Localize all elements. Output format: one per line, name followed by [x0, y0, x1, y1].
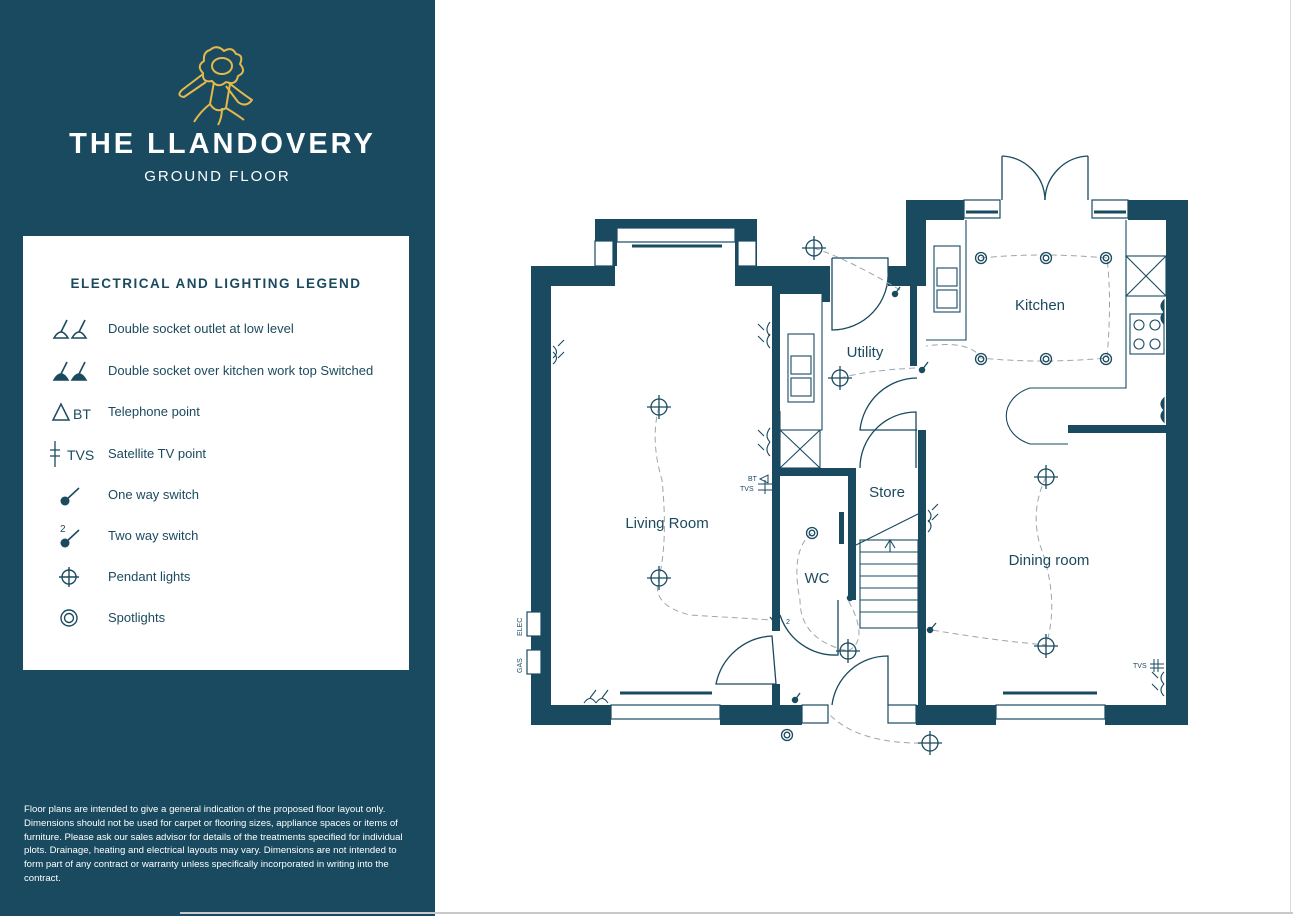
one-way-switch-icon: [927, 623, 936, 633]
double-socket-low-icon: [758, 322, 770, 348]
pendant-light-icon: [918, 731, 942, 755]
tvs-symbol-text: TVS: [67, 447, 95, 463]
legend-label: Spotlights: [108, 610, 166, 625]
double-socket-worktop-icon: [1161, 398, 1164, 422]
spotlights: [782, 253, 1112, 741]
pendant-light-icon: [647, 566, 671, 590]
legend-label: One way switch: [108, 487, 200, 502]
wc-label: WC: [804, 570, 830, 587]
right-border: [1290, 0, 1291, 912]
dining-room-label: Dining room: [1008, 552, 1090, 569]
legend-label: Pendant lights: [108, 569, 191, 584]
spotlight-icon: [1041, 354, 1052, 365]
two-way-switch-icon: [777, 285, 782, 290]
spotlight-icon: [1101, 354, 1112, 365]
store-label: Store: [869, 484, 905, 501]
windows: [595, 200, 1128, 723]
pendant-light-icon: [802, 236, 826, 260]
spotlight-icon: [782, 730, 793, 741]
double-socket-low-icon: [1152, 672, 1164, 696]
utility-label: Utility: [846, 344, 884, 361]
window-glazing: [620, 212, 1126, 693]
legend-label: Double socket over kitchen work top Switched: [108, 363, 374, 378]
stairs: [856, 514, 918, 628]
page-title: THE LLANDOVERY: [69, 128, 376, 160]
elec-meter-label: ELEC: [517, 617, 524, 636]
telephone-point-icon: [760, 475, 768, 483]
pendant-light-icon: [828, 366, 852, 390]
double-socket-worktop-icon: [1161, 300, 1164, 324]
tvs-point-label: TVS: [1133, 663, 1147, 670]
double-socket-low-icon: [584, 690, 608, 703]
doors: [716, 156, 1088, 705]
double-socket-low-icon: [758, 428, 770, 456]
tvs-point-label: TVS: [740, 486, 754, 493]
living-room-label: Living Room: [625, 515, 709, 532]
bottom-divider: [180, 912, 1293, 914]
pendant-light-icon: [647, 395, 671, 419]
kitchen-label: Kitchen: [1014, 297, 1066, 314]
legend-label: Double socket outlet at low level: [108, 321, 294, 336]
pendant-light-icon: [1034, 634, 1058, 658]
legend-label: Satellite TV point: [108, 446, 207, 461]
double-socket-low-icon: [553, 340, 564, 364]
one-way-switch-icon: [892, 287, 900, 297]
bt-point-label: BT: [748, 476, 757, 483]
gas-meter-label: GAS: [517, 658, 524, 673]
walls: [531, 200, 1188, 725]
bt-symbol-text: BT: [73, 406, 91, 422]
page-subtitle: GROUND FLOOR: [144, 168, 291, 185]
double-socket-low-icon: [928, 504, 938, 532]
legend-title: ELECTRICAL AND LIGHTING LEGEND: [70, 276, 362, 291]
worktop-sockets: [777, 300, 1164, 436]
spotlight-icon: [976, 354, 987, 365]
double-sockets: [553, 322, 1164, 703]
two-way-number: 2: [60, 524, 66, 535]
spotlight-icon: [1041, 253, 1052, 264]
one-way-switch-icon: [792, 693, 800, 703]
two-way-switch-number: 2: [786, 619, 790, 626]
legend-label: Two way switch: [108, 528, 199, 543]
legend-label: Telephone point: [108, 404, 200, 419]
one-way-switch-icon: [919, 362, 928, 373]
pendant-light-icon: [1034, 465, 1058, 489]
disclaimer-text: Floor plans are intended to give a general indication of the proposed floor layout only. Dimensions should not be used for carpet or flooring sizes, appliance spaces or items of furniture. Please ask our sales advisor for details of the treatments specified for individual plots. Drainage, heating and electrical layouts may vary. Dimensions are not intended to form part of any contract or warranty unless specifically incorporated in writing into the contract.: [24, 804, 403, 884]
